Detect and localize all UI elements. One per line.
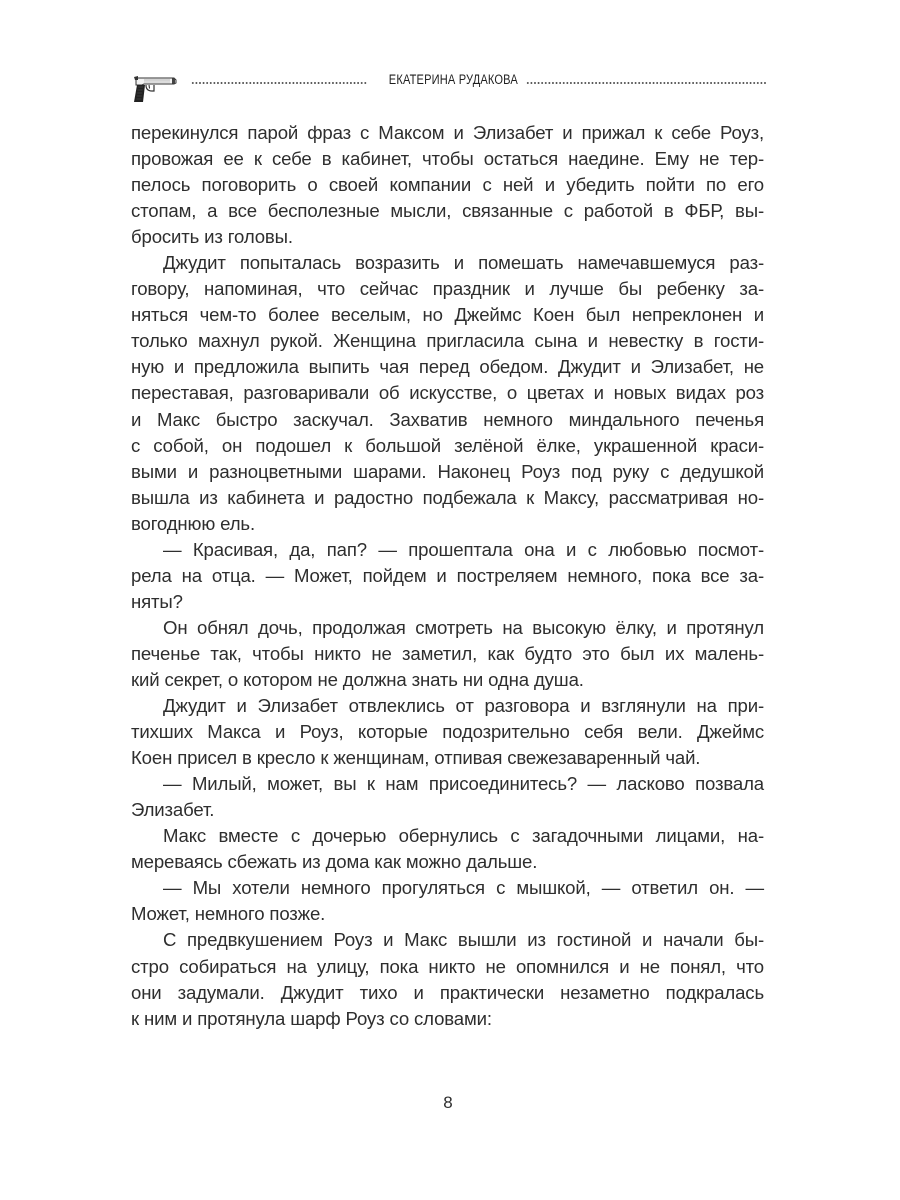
text-line: и Макс быстро заскучал. Захватив немного миндального печенья: [131, 408, 764, 430]
text-line: пелось поговорить о своей компании с ней и убедить пойти по его: [131, 174, 764, 196]
text-line: няты?: [131, 590, 183, 612]
text-line: выми и разноцветными шарами. Наконец Роуз под руку с дедушкой: [131, 460, 764, 482]
text-line: Он обнял дочь, продолжая смотреть на высокую ёлку, и протянул: [163, 616, 764, 638]
text-line: они задумали. Джудит тихо и практически незаметно подкралась: [131, 981, 764, 1003]
text-line: к ним и протянула шарф Роуз со словами:: [131, 1007, 492, 1029]
paragraph: [131, 927, 764, 1031]
text-line: Элизабет.: [131, 799, 215, 821]
paragraph: [131, 615, 764, 693]
text-line: С предвкушением Роуз и Макс вышли из гостиной и начали бы-: [163, 929, 764, 951]
text-line: Джудит и Элизабет отвлеклись от разговора и взглянули на при-: [163, 695, 764, 717]
paragraph: [131, 875, 764, 927]
text-line: печенье так, чтобы никто не заметил, как будто это был их малень-: [131, 642, 764, 664]
paragraph: [131, 250, 764, 537]
text-line: только махнул рукой. Женщина пригласила сына и невестку в гости-: [131, 330, 764, 352]
text-line: мереваясь сбежать из дома как можно дальше.: [131, 851, 538, 873]
text-line: бросить из головы.: [131, 226, 293, 248]
paragraph: [131, 693, 764, 771]
body-text: [131, 120, 764, 1032]
text-line: ную и предложила выпить чая перед обедом. Джудит и Элизабет, не: [131, 356, 764, 378]
text-line: тихших Макса и Роуз, которые подозрительно себя вели. Джеймс: [131, 721, 764, 743]
text-line: кий секрет, о котором не должна знать ни одна душа.: [131, 668, 584, 690]
text-line: Макс вместе с дочерью обернулись с загадочными лицами, на-: [163, 825, 764, 847]
text-line: няться чем-то более веселым, но Джеймс Коен был непреклонен и: [131, 304, 764, 326]
paragraph: [131, 771, 764, 823]
text-line: стопам, а все бесполезные мысли, связанные с работой в ФБР, вы-: [131, 200, 764, 222]
text-line: говору, напоминая, что сейчас праздник и лучше бы ребенку за-: [131, 278, 764, 300]
text-line: рела на отца. — Может, пойдем и постреляем немного, пока все за-: [131, 564, 764, 586]
text-line: — Красивая, да, пап? — прошептала она и с любовью посмот-: [163, 538, 764, 560]
text-line: провожая ее к себе в кабинет, чтобы остаться наедине. Ему не тер-: [131, 148, 764, 170]
pistol-icon: [130, 72, 180, 104]
text-line: с собой, он подошел к большой зелёной ёлке, украшенной краси-: [131, 434, 764, 456]
text-line: переставая, разговаривали об искусстве, о цветах и новых видах роз: [131, 382, 764, 404]
text-line: перекинулся парой фраз с Максом и Элизабет и прижал к себе Роуз,: [131, 122, 764, 143]
paragraph: [131, 120, 764, 250]
text-line: Коен присел в кресло к женщинам, отпивая свежезаваренный чай.: [131, 747, 701, 769]
text-line: вогоднюю ель.: [131, 512, 255, 534]
page-number: 8: [443, 1093, 453, 1112]
text-line: — Мы хотели немного прогуляться с мышкой, — ответил он. —: [163, 877, 764, 899]
running-header-author: ЕКАТЕРИНА РУДАКОВА: [388, 72, 518, 87]
text-line: — Милый, может, вы к нам присоединитесь? — ласково позвала: [163, 773, 764, 795]
running-header: [128, 68, 768, 108]
paragraph: [131, 537, 764, 615]
text-line: стро собираться на улицу, пока никто не опомнился и не понял, что: [131, 955, 764, 977]
text-line: Джудит попыталась возразить и помешать намечавшемуся раз-: [163, 252, 764, 274]
text-line: вышла из кабинета и радостно подбежала к Максу, рассматривая но-: [131, 486, 764, 508]
header-dotted-rule-right: [526, 82, 766, 84]
header-dotted-rule-left: [191, 82, 368, 84]
text-line: Может, немного позже.: [131, 903, 326, 925]
paragraph: [131, 823, 764, 875]
